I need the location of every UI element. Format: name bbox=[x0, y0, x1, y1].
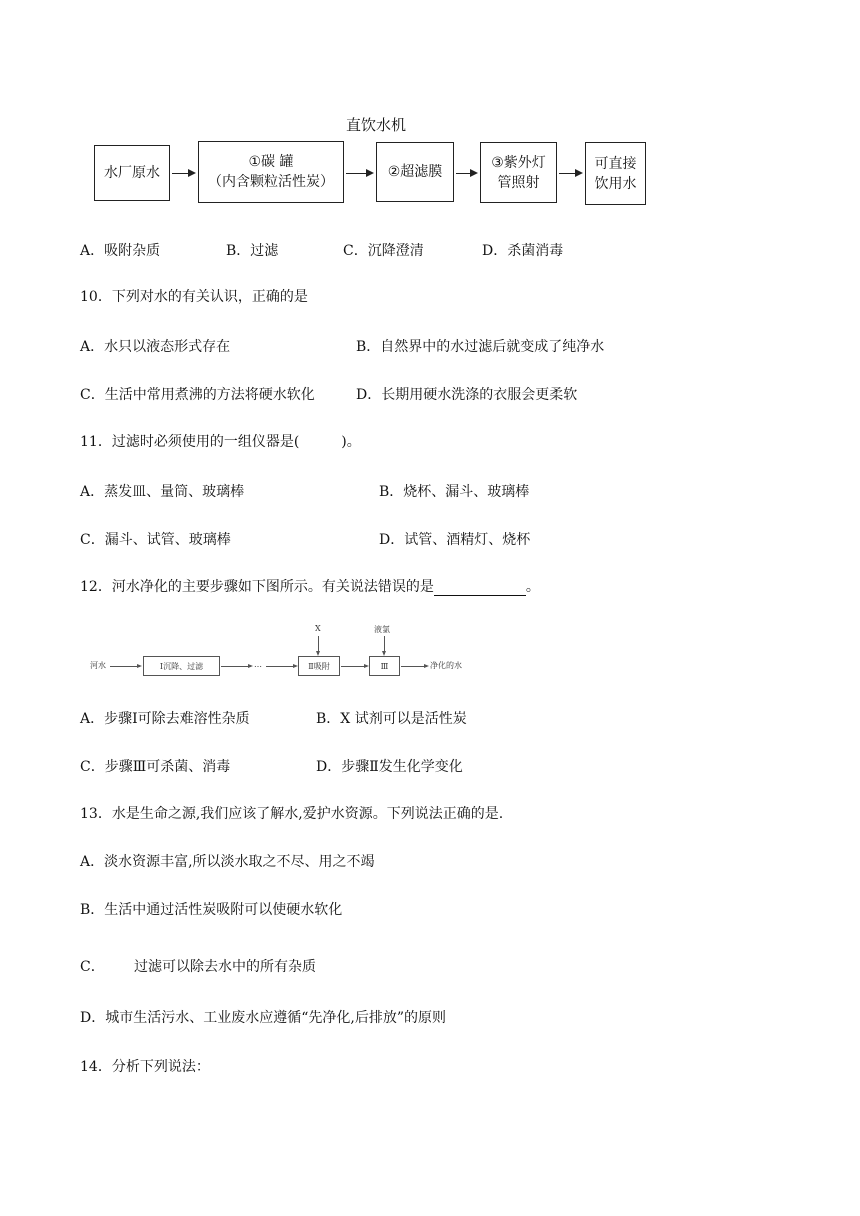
q13-stem: 13．水是生命之源,我们应该了解水,爱护水资源。下列说法正确的是. bbox=[80, 806, 504, 822]
q12-option-d: D．步骤Ⅱ发生化学变化 bbox=[316, 759, 463, 775]
q12-stem bbox=[80, 578, 540, 596]
q10-option-b: B．自然界中的水过滤后就变成了纯净水 bbox=[356, 339, 605, 355]
q12-option-a: A．步骤Ⅰ可除去难溶性杂质 bbox=[80, 711, 250, 727]
raw-water-box: 水厂原水 bbox=[94, 145, 170, 201]
q12-option-b: B．X 试剂可以是活性炭 bbox=[316, 711, 467, 727]
q11-option-b: B．烧杯、漏斗、玻璃棒 bbox=[379, 484, 530, 500]
q13-option-c-label: C． bbox=[80, 959, 105, 975]
liquid-chlorine-label: 液氯 bbox=[374, 625, 390, 634]
q12-stem-end: 。 bbox=[525, 579, 540, 595]
diagram-title: 直饮水机 bbox=[346, 116, 407, 134]
q10-stem: 10．下列对水的有关认识，正确的是 bbox=[80, 289, 308, 305]
uv-lamp-box: ③紫外灯 管照射 bbox=[480, 142, 557, 203]
q13-option-a: A．淡水资源丰富,所以淡水取之不尽、用之不竭 bbox=[80, 854, 375, 870]
step3-box: Ⅲ bbox=[369, 656, 400, 676]
q13-option-d: D．城市生活污水、工业废水应遵循“先净化,后排放”的原则 bbox=[80, 1010, 446, 1026]
reagent-x-arrow bbox=[318, 636, 319, 654]
q11-option-d: D．试管、酒精灯、烧杯 bbox=[379, 532, 531, 548]
step2-box: Ⅱ吸附 bbox=[298, 656, 340, 676]
q9-option-b: B．过滤 bbox=[226, 243, 279, 259]
step1-box: Ⅰ沉降、过滤 bbox=[143, 656, 220, 676]
q10-option-d: D．长期用硬水洗涤的衣服会更柔软 bbox=[356, 387, 578, 403]
ultrafiltration-box: ②超滤膜 bbox=[376, 142, 454, 202]
q10-option-a: A．水只以液态形式存在 bbox=[80, 339, 231, 355]
q11-option-a: A．蒸发皿、量筒、玻璃棒 bbox=[80, 484, 245, 500]
q9-option-a: A．吸附杂质 bbox=[80, 243, 161, 259]
arrow-4 bbox=[559, 173, 581, 174]
carbon-tank-box: ①碳 罐 （内含颗粒活性炭） bbox=[198, 141, 344, 203]
liquid-chlorine-arrow bbox=[384, 636, 385, 654]
flow-arrow-2 bbox=[221, 666, 251, 667]
q11-option-c: C．漏斗、试管、玻璃棒 bbox=[80, 532, 231, 548]
flow-arrow-1 bbox=[110, 666, 140, 667]
q11-stem: 11．过滤时必须使用的一组仪器是( )。 bbox=[80, 434, 361, 450]
q12-stem-text: 12．河水净化的主要步骤如下图所示。有关说法错误的是 bbox=[80, 579, 434, 595]
q14-stem: 14．分析下列说法： bbox=[80, 1059, 210, 1075]
arrow-3 bbox=[456, 173, 476, 174]
arrow-1 bbox=[172, 173, 194, 174]
q12-answer-blank bbox=[434, 581, 526, 596]
purified-water-label: 净化的水 bbox=[430, 661, 462, 670]
drinkable-water-box: 可直接 饮用水 bbox=[585, 142, 646, 205]
q12-option-c: C．步骤Ⅲ可杀菌、消毒 bbox=[80, 759, 231, 775]
arrow-2 bbox=[346, 173, 372, 174]
river-water-label: 河水 bbox=[90, 661, 106, 670]
flow-arrow-4 bbox=[341, 666, 367, 667]
q13-option-b: B．生活中通过活性炭吸附可以使硬水软化 bbox=[80, 902, 343, 918]
ellipsis-label: … bbox=[254, 660, 262, 669]
reagent-x-label: X bbox=[315, 624, 321, 633]
q9-option-c: C．沉降澄清 bbox=[343, 243, 424, 259]
flow-arrow-3 bbox=[266, 666, 296, 667]
flow-arrow-5 bbox=[401, 666, 427, 667]
q13-option-c-text: 过滤可以除去水中的所有杂质 bbox=[134, 959, 316, 975]
q9-option-d: D．杀菌消毒 bbox=[482, 243, 564, 259]
q10-option-c: C．生活中常用煮沸的方法将硬水软化 bbox=[80, 387, 315, 403]
